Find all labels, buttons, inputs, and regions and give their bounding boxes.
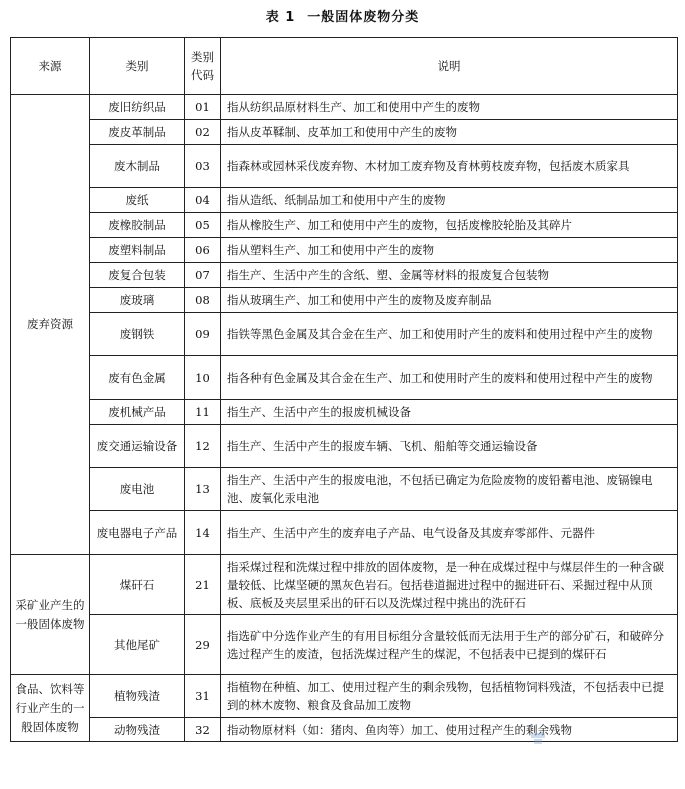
- description-cell: 指选矿中分选作业产生的有用目标组分含量较低而无法用于生产的部分矿石，和破碎分选过程产生的废渣，包括洗煤过程产生的煤泥，不包括表中已提到的煤矸石: [221, 615, 678, 675]
- description-cell: 指生产、生活中产生的报废车辆、飞机、船舶等交通运输设备: [221, 425, 678, 468]
- header-description: 说明: [221, 38, 678, 95]
- source-cell: 废弃资源: [11, 95, 90, 555]
- table-row: [11, 425, 678, 468]
- code-cell: 32: [185, 718, 221, 742]
- code-cell: 31: [185, 675, 221, 718]
- code-cell: 11: [185, 400, 221, 425]
- code-cell: 21: [185, 555, 221, 615]
- code-cell: 08: [185, 288, 221, 313]
- category-cell: 废玻璃: [90, 288, 185, 313]
- description-cell: 指从玻璃生产、加工和使用中产生的废物及废弃制品: [221, 288, 678, 313]
- header-source: 来源: [11, 38, 90, 95]
- code-cell: 29: [185, 615, 221, 675]
- table-row: [11, 95, 678, 120]
- description-cell: 指生产、生活中产生的含纸、塑、金属等材料的报废复合包装物: [221, 263, 678, 288]
- description-cell: 指生产、生活中产生的报废电池，不包括已确定为危险废物的废铅蓄电池、废镉镍电池、废氧化汞电池: [221, 468, 678, 511]
- category-cell: 废皮革制品: [90, 120, 185, 145]
- category-cell: 废旧纺织品: [90, 95, 185, 120]
- category-cell: 废木制品: [90, 145, 185, 188]
- source-cell: 采矿业产生的一般固体废物: [11, 555, 90, 675]
- category-cell: 动物残渣: [90, 718, 185, 742]
- description-cell: 指从塑料生产、加工和使用中产生的废物: [221, 238, 678, 263]
- description-cell: 指从纺织品原材料生产、加工和使用中产生的废物: [221, 95, 678, 120]
- description-cell: 指动物原材料（如：猪肉、鱼肉等）加工、使用过程产生的剩余残物: [221, 718, 678, 742]
- watermark-logo-icon: [531, 733, 545, 745]
- description-cell: 指生产、生活中产生的报废机械设备: [221, 400, 678, 425]
- category-cell: 废有色金属: [90, 356, 185, 400]
- table-row: [11, 468, 678, 511]
- source-cell: 食品、饮料等行业产生的一般固体废物: [11, 675, 90, 742]
- description-cell: 指从皮革鞣制、皮革加工和使用中产生的废物: [221, 120, 678, 145]
- table-row: [11, 718, 678, 742]
- code-cell: 09: [185, 313, 221, 356]
- table-row: [11, 213, 678, 238]
- table-number: 表 1: [265, 10, 296, 25]
- table-row: [11, 145, 678, 188]
- category-cell: 废复合包装: [90, 263, 185, 288]
- description-cell: 指从造纸、纸制品加工和使用中产生的废物: [221, 188, 678, 213]
- code-cell: 07: [185, 263, 221, 288]
- code-cell: 12: [185, 425, 221, 468]
- table-title: [0, 6, 685, 25]
- table-row: [11, 263, 678, 288]
- table-row: [11, 615, 678, 675]
- category-cell: 废橡胶制品: [90, 213, 185, 238]
- table-row: [11, 356, 678, 400]
- description-cell: 指各种有色金属及其合金在生产、加工和使用时产生的废料和使用过程中产生的废物: [221, 356, 678, 400]
- code-cell: 14: [185, 511, 221, 555]
- solid-waste-table: [10, 37, 678, 742]
- header-category: 类别: [90, 38, 185, 95]
- table-row: [11, 313, 678, 356]
- category-cell: 废钢铁: [90, 313, 185, 356]
- table-row: [11, 511, 678, 555]
- description-cell: 指森林或园林采伐废弃物、木材加工废弃物及育林剪枝废弃物，包括废木质家具: [221, 145, 678, 188]
- code-cell: 04: [185, 188, 221, 213]
- header-row: [11, 38, 678, 95]
- description-cell: 指植物在种植、加工、使用过程产生的剩余残物，包括植物饲料残渣，不包括表中已提到的林木废物、粮食及食品加工废物: [221, 675, 678, 718]
- description-cell: 指铁等黑色金属及其合金在生产、加工和使用时产生的废料和使用过程中产生的废物: [221, 313, 678, 356]
- table-row: [11, 238, 678, 263]
- category-cell: 煤矸石: [90, 555, 185, 615]
- code-cell: 06: [185, 238, 221, 263]
- code-cell: 13: [185, 468, 221, 511]
- category-cell: 废电器电子产品: [90, 511, 185, 555]
- description-cell: 指从橡胶生产、加工和使用中产生的废物，包括废橡胶轮胎及其碎片: [221, 213, 678, 238]
- category-cell: 植物残渣: [90, 675, 185, 718]
- code-cell: 02: [185, 120, 221, 145]
- table-row: [11, 400, 678, 425]
- description-cell: 指采煤过程和洗煤过程中排放的固体废物，是一种在成煤过程中与煤层伴生的一种含碳量较低、比煤坚硬的黑灰色岩石。包括巷道掘进过程中的掘进矸石、采掘过程中从顶板、底板及夹层里采出的矸石以及洗煤过程中挑出的洗矸石: [221, 555, 678, 615]
- table-row: [11, 675, 678, 718]
- code-cell: 05: [185, 213, 221, 238]
- header-code: 类别代码: [185, 38, 221, 95]
- table-row: [11, 555, 678, 615]
- table-caption: 一般固体废物分类: [307, 10, 420, 25]
- code-cell: 01: [185, 95, 221, 120]
- category-cell: 废电池: [90, 468, 185, 511]
- category-cell: 其他尾矿: [90, 615, 185, 675]
- category-cell: 废机械产品: [90, 400, 185, 425]
- category-cell: 废纸: [90, 188, 185, 213]
- category-cell: 废交通运输设备: [90, 425, 185, 468]
- table-row: [11, 120, 678, 145]
- table-row: [11, 188, 678, 213]
- category-cell: 废塑料制品: [90, 238, 185, 263]
- code-cell: 03: [185, 145, 221, 188]
- table-row: [11, 288, 678, 313]
- code-cell: 10: [185, 356, 221, 400]
- description-cell: 指生产、生活中产生的废弃电子产品、电气设备及其废弃零部件、元器件: [221, 511, 678, 555]
